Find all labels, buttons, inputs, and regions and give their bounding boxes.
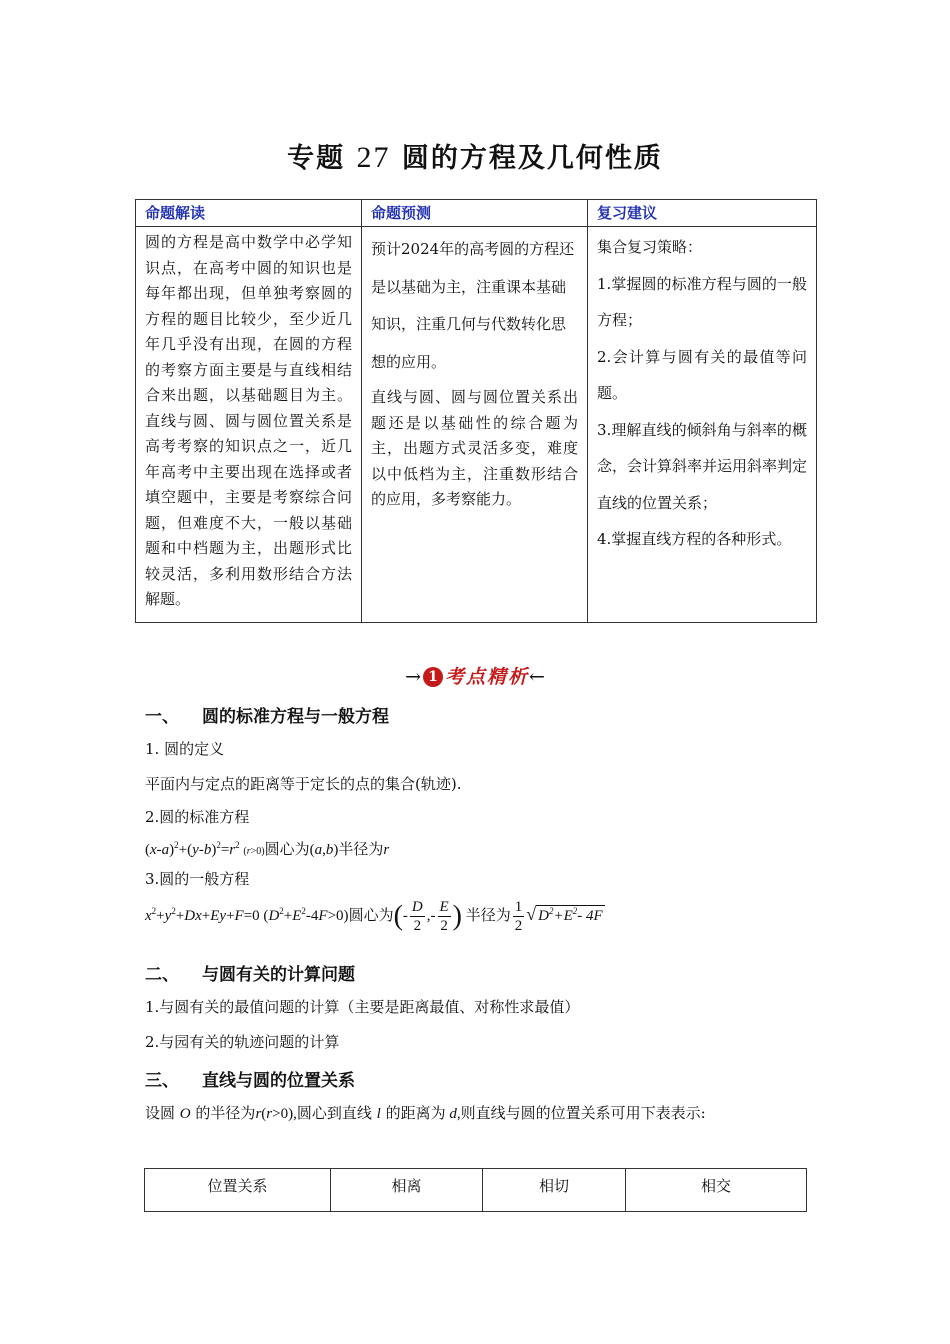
radius-label: 半径为 [338, 842, 384, 858]
intro-body-row [136, 227, 817, 623]
advice-item: 3.理解直线的倾斜角与斜率的概念，会计算斜率并运用斜率判定直线的位置关系； [597, 420, 808, 512]
arrow-right-icon: → [405, 666, 421, 688]
section-2-heading [145, 960, 355, 985]
calc-item-2: 2.与园有关的轨迹问题的计算 [145, 1033, 340, 1051]
standard-equation-label: 2.圆的标准方程 [145, 808, 250, 826]
radius-label: 半径为 [465, 907, 511, 924]
calc-item-1: 1.与圆有关的最值问题的计算（主要是距离最值、对称性求最值） [145, 998, 580, 1016]
section-number: 三、 [145, 1071, 179, 1090]
standard-equation: $(x-a)^2+(y-b)^2=r^2$ (r>0)圆心为(a,b)半径为r [145, 840, 390, 858]
interpretation-text: 圆的方程是高中数学中必学知识点，在高考中圆的知识也是每年都出现，但单独考察圆的方程的题目比较少，至少近几年几乎没有出现，在圆的方程的考察方面主要是与直线相结合来出题，以基础题目为主。直线与圆、圆与圆位置关系是高考考察的知识点之一，近几年高考中主要出现在选择或者填空题中，主要是考察综合问题，但难度不大，一般以基础题和中档题为主，出题形式比较灵活，多利用数形结合方法解题。 [136, 227, 362, 623]
title-text: 圆的方程及几何性质 [401, 143, 663, 174]
section-1-heading [145, 702, 389, 727]
text-span: 则直线与圆的位置关系可用下表表示: [460, 1104, 706, 1122]
position-intro-text: 设圆 O 的半径为r(r>0),圆心到直线 l 的距离为 d,则直线与圆的位置关系可用下表表示: [145, 1104, 706, 1122]
intro-header-row [136, 200, 817, 227]
general-equation-label: 3.圆的一般方程 [145, 870, 250, 888]
section-number: 一、 [145, 707, 179, 726]
page-title [0, 136, 950, 175]
section-title: 直线与圆的位置关系 [202, 1071, 355, 1090]
section-marker [0, 662, 950, 689]
intro-table [135, 199, 817, 623]
marker-text: 考点精析 [444, 666, 529, 688]
center-label: 圆心为 [348, 907, 394, 924]
section-title: 与圆有关的计算问题 [202, 965, 355, 984]
header-prediction: 命题预测 [362, 200, 588, 227]
number-one-icon: 1 [423, 667, 443, 687]
circle-definition-label: 1. 圆的定义 [145, 740, 225, 758]
arrow-left-icon: ← [529, 666, 545, 688]
section-number: 二、 [145, 965, 179, 984]
text-span: 的半径为 [195, 1104, 256, 1122]
advice-item: 集合复习策略： [597, 238, 703, 256]
advice-item: 1.掌握圆的标准方程与圆的一般方程； [597, 274, 807, 329]
section-3-heading [145, 1066, 355, 1091]
center-label: 圆心为 [264, 842, 310, 858]
text-span: 的距离为 [385, 1104, 446, 1122]
prediction-text-b: 直线与圆、圆与圆位置关系出题还是以基础性的综合题为主，出题方式灵活多变，难度以中低档为主，注重数形结合的应用，多考察能力。 [371, 388, 578, 508]
advice-item: 2.会计算与圆有关的最值等问题。 [597, 347, 807, 402]
header-interpretation: 命题解读 [136, 200, 362, 227]
circle-definition-text: 平面内与定点的距离等于定长的点的集合(轨迹). [145, 775, 462, 793]
table-header-cell: 相交 [626, 1169, 807, 1212]
table-header-cell: 位置关系 [145, 1169, 331, 1212]
advice-item: 4.掌握直线方程的各种形式。 [597, 530, 792, 548]
title-number: 27 [356, 141, 391, 174]
table-row [145, 1169, 807, 1212]
prediction-text-a: 预计2024年的高考圆的方程还是以基础为主，注重课本基础知识，注重几何与代数转化思想的应用。 [371, 240, 575, 371]
section-title: 圆的标准方程与一般方程 [202, 707, 389, 726]
advice-cell [588, 227, 817, 623]
title-prefix: 专题 [287, 143, 346, 174]
text-span: 圆心到直线 [296, 1104, 372, 1122]
table-header-cell: 相离 [331, 1169, 483, 1212]
table-header-cell: 相切 [483, 1169, 626, 1212]
header-advice: 复习建议 [588, 200, 817, 227]
prediction-cell [362, 227, 588, 623]
position-relation-table [144, 1168, 807, 1212]
general-equation: $x^2+y^2+Dx+Ey+F=0$ $(D^2+E^2-4F>0)$圆心为(- $\frac{D}{2}$ ,- $\frac{E}{2}$ ) 半径为 $\frac{1}{2}$ √ $D^2+E^2-$ 4F [145, 899, 603, 934]
text-span: 设圆 [145, 1104, 176, 1122]
